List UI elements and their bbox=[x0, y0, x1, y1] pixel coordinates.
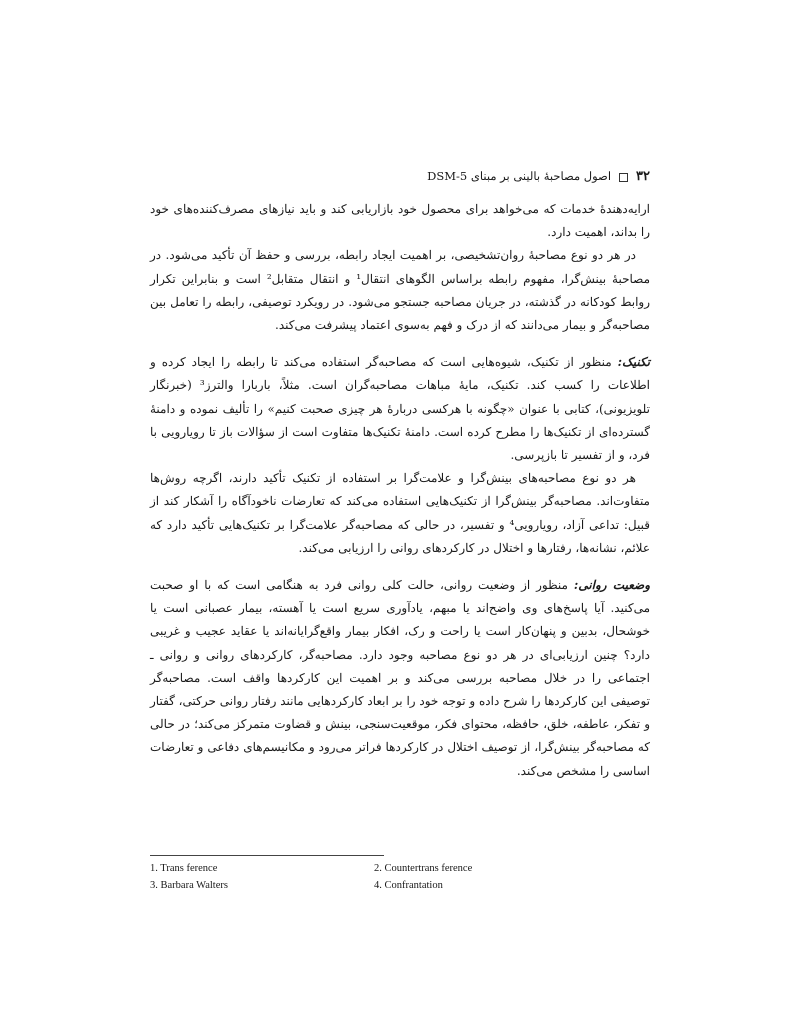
paragraph-technique bbox=[150, 351, 650, 467]
running-header bbox=[150, 166, 650, 186]
book-title: اصول مصاحبهٔ بالینی بر مبنای bbox=[470, 169, 612, 183]
paragraph-mental-status-text: منظور از وضعیت روانی، حالت کلی روانی فرد به هنگامی است که با او صحبت می‌کنید. آیا پاسخ‌های وی واضح‌اند یا مبهم، یادآوری سریع است یا آهسته، بیمار عصبانی است یا خوشحال، بدبین و پنهان‌کار است یا راحت و رک، افکار بیمار واقع‌گرایانه‌اند یا عقاید عجیب و غریبی دارد؟ چنین ارزیابی‌ای در هر دو نوع مصاحبه وجود دارد. مصاحبه‌گر، کارکردهای روانی و روانی ـ اجتماعی را در خلال مصاحبه بررسی می‌کند و بر اهمیت این کارکردها واقف است. مصاحبه‌گر توصیفی این کارکردها را شرح داده و توجه خود را بر ابعاد کارکردهایی مانند رفتار روانی حرکتی، گفتار و تفکر، عاطفه، خلق، حافظه، محتوای فکر، موقعیت‌سنجی، بینش و قضاوت متمرکز می‌کند؛ در حالی که مصاحبه‌گر بینش‌گرا، از توصیف اختلال در کارکردها فراتر می‌رود و مکانیسم‌های دفاعی و تعارضات اساسی را مشخص می‌کند. bbox=[150, 578, 650, 778]
square-bullet-icon bbox=[619, 173, 628, 182]
body-text bbox=[150, 198, 650, 783]
paragraph-technique-comparison: هر دو نوع مصاحبه‌های بینش‌گرا و علامت‌گرا بر استفاده از تکنیک تأکید دارند، اگرچه روش‌ها متفاوت‌اند. مصاحبه‌گر بینش‌گرا از تکنیک‌هایی استفاده می‌کند که تعارضات ناخودآگاه را آشکار کند از قبیل: تداعی آزاد، رویارویی⁴ و تفسیر، در حالی که مصاحبه‌گر علامت‌گرا بر تکنیک‌هایی تأکید دارد که علائم، نشانه‌ها، رفتارها و اختلال در کارکردهای روانی را ارزیابی می‌کند. bbox=[150, 471, 650, 555]
footnote-4: 4. Confrantation bbox=[374, 880, 443, 891]
paragraph-mental-status bbox=[150, 574, 650, 783]
footnote-2: 2. Countertrans ference bbox=[374, 863, 473, 874]
section-lead-mental-status: وضعیت روانی: bbox=[573, 578, 650, 593]
paragraph-technique-text: منظور از تکنیک، شیوه‌هایی است که مصاحبه‌گر استفاده می‌کند تا رابطه را ایجاد کرده و اطلاعات را کسب کند. تکنیک، مایهٔ مباهات مصاحبه‌گران است. مثلاً، باربارا والترز³ (خبرنگار تلویزیونی)، کتابی با عنوان «چگونه با هرکسی دربارهٔ هر چیزی صحبت کنیم» را تألیف نموده و دامنهٔ گسترده‌ای از تکنیک‌ها را مطرح کرده است. دامنهٔ تکنیک‌ها متفاوت است از سؤالات باز تا رویارویی با فرد، و از تفسیر تا بازپرسی. bbox=[150, 355, 650, 463]
paragraph-continuation: ارایه‌دهندهٔ خدمات که می‌خواهد برای محصول خود بازاریابی کند و باید نیازهای مصرف‌کننده‌های خود را بداند، اهمیت دارد. bbox=[150, 202, 651, 240]
footnote-3: 3. Barbara Walters bbox=[150, 880, 228, 891]
footnote-divider bbox=[150, 855, 384, 856]
paragraph-relationship: در هر دو نوع مصاحبهٔ روان‌تشخیصی، بر اهمیت ایجاد رابطه، بررسی و حفظ آن تأکید می‌شود. در مصاحبهٔ بینش‌گرا، مفهوم رابطه براساس الگوهای انتقال¹ و انتقال متقابل² است و بنابراین تکرار روابط کودکانه در گذشته، در جریان مصاحبه جستجو می‌شود. در رویکرد توصیفی، رابطه را تعامل بین مصاحبه‌گر و بیمار می‌دانند که از درک و فهم به‌سوی اعتماد پیشرفت می‌کند. bbox=[150, 248, 651, 333]
section-lead-technique: تکنیک: bbox=[617, 355, 650, 370]
footnote-1: 1. Trans ference bbox=[150, 863, 218, 874]
book-title-code: DSM-5 bbox=[427, 169, 468, 183]
page-number: ۳۲ bbox=[636, 169, 650, 184]
